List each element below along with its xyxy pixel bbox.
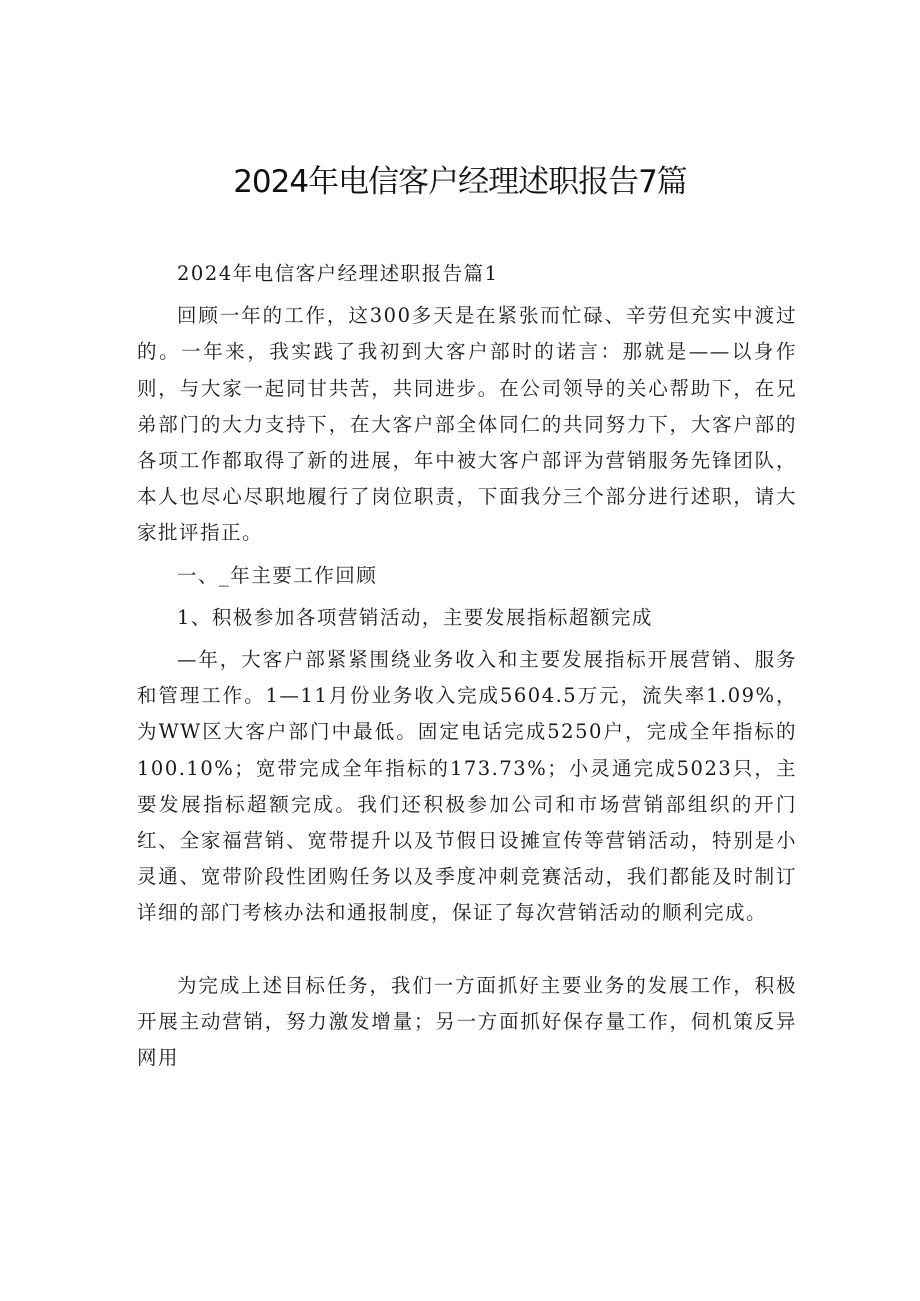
document-body: [137, 256, 797, 1076]
subsection-heading: 1、积极参加各项营销活动，主要发展指标超额完成: [177, 605, 653, 629]
paragraph-intro: 回顾一年的工作，这300多天是在紧张而忙碌、辛劳但充实中渡过的。一年来，我实践了我初到大客户部时的诺言：那就是——以身作则，与大家一起同甘共苦，共同进步。在公司领导的关心帮助下，在兄弟部门的大力支持下，在大客户部全体同仁的共同努力下，大客户部的各项工作都取得了新的进展，年中被大客户部评为营销服务先锋团队，本人也尽心尽职地履行了岗位职责，下面我分三个部分进行述职，请大家批评指正。: [137, 304, 797, 545]
document-title: 2024年电信客户经理述职报告7篇: [233, 164, 687, 200]
report-subtitle: 2024年电信客户经理述职报告篇1: [177, 262, 499, 285]
paragraph-sales-summary: —年，大客户部紧紧围绕业务收入和主要发展指标开展营销、服务和管理工作。1—11月份业务收入完成5604.5万元，流失率1.09%，为WW区大客户部门中最低。固定电话完成5250户，完成全年指标的100.10%；宽带完成全年指标的173.73%；小灵通完成5023只，主要发展指标超额完成。我们还积极参加公司和市场营销部组织的开门红、全家福营销、宽带提升以及节假日设摊宣传等营销活动，特别是小灵通、宽带阶段性团购任务以及季度冲刺竞赛活动，我们都能及时制订详细的部门考核办法和通报制度，保证了每次营销活动的顺利完成。: [137, 648, 797, 925]
paragraph-target-tasks: 为完成上述目标任务，我们一方面抓好主要业务的发展工作，积极开展主动营销，努力激发增量；另一方面抓好保存量工作，伺机策反异网用: [137, 973, 797, 1070]
section-heading: 一、_年主要工作回顾: [177, 563, 378, 587]
